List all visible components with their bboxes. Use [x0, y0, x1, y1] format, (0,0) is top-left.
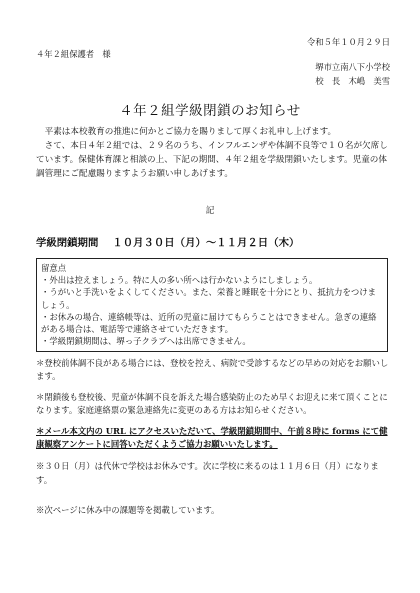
body-text	[36, 125, 392, 181]
sender-block	[315, 60, 390, 88]
notice-box	[36, 258, 388, 352]
school-name: 堺市立南八下小学校	[315, 62, 390, 72]
notice-heading: 留意点	[41, 263, 67, 273]
extra-note-holiday: ※３０日（月）は代休で学校はお休みです。次に学校に来るのは１１月６日（月）になります。	[36, 461, 379, 485]
body-paragraph-2: さて、本日４年２組では、２９名のうち、インフルエンザや体調不良等で１０名が欠席しています。保健体育課と相談の上、下記の期間、４年２組を学級閉鎖いたします。児童の体調管理にご配慮賜りますようお願い申しあげます。	[36, 141, 388, 179]
notice-item: ・うがいと手洗いをよくしてください。また、栄養と睡眠を十分にとり、抵抗力をつけましょう。	[41, 287, 376, 310]
extra-note-next-page: ※次ページに休み中の課題等を掲載しています。	[36, 505, 220, 515]
principal-name: 校 長 木嶋 美雪	[315, 76, 390, 86]
note-pickup: ＊閉鎖後も登校後、児童が体調不良を訴えた場合感染防止のため早くお迎えに来て頂くことになります。家庭連絡票の緊急連絡先に変更のある方はお知らせください。	[36, 392, 388, 415]
ki-label: 記	[205, 206, 215, 216]
closure-period-dates: １０月３０日（月）～１１月２日（木）	[112, 237, 300, 249]
closure-period-label: 学級閉鎖期間	[36, 237, 99, 249]
document-date: 令和５年１０月２９日	[307, 37, 390, 47]
closure-period	[36, 234, 299, 249]
notes-section	[36, 357, 392, 459]
notice-item: ・外出は控えましょう。特に人の多い所へは行かないようにしましょう。	[41, 275, 318, 285]
note-early-response: ＊登校前体調不良がある場合には、登校を控え、病院で受診するなどの早めの対応をお願いします。	[36, 358, 389, 381]
notice-item: ・学級閉鎖期間は、堺っ子クラブへは出席できません。	[41, 336, 251, 347]
page-title: ４年２組学級閉鎖のお知らせ	[119, 103, 301, 119]
extra-notes	[36, 459, 392, 533]
notice-item: ・お休みの場合、連絡帳等は、近所の児童に届けてもらうことはできません。急ぎの連絡がある場合は、電話等で連絡させていただきます。	[41, 311, 377, 335]
body-paragraph-1: 平素は本校教育の推進に何かとご協力を賜りまして厚くお礼申し上げます。	[44, 127, 337, 137]
addressee: ４年２組保護者 様	[36, 49, 111, 59]
note-health-survey: ＊メール本文内の URL にアクセスいただいて、学級閉鎖期間中、午前８時に forms にて健康観察アンケートに回答いただくようご協力お願いいたします。	[36, 426, 388, 449]
notice-list	[41, 274, 383, 348]
